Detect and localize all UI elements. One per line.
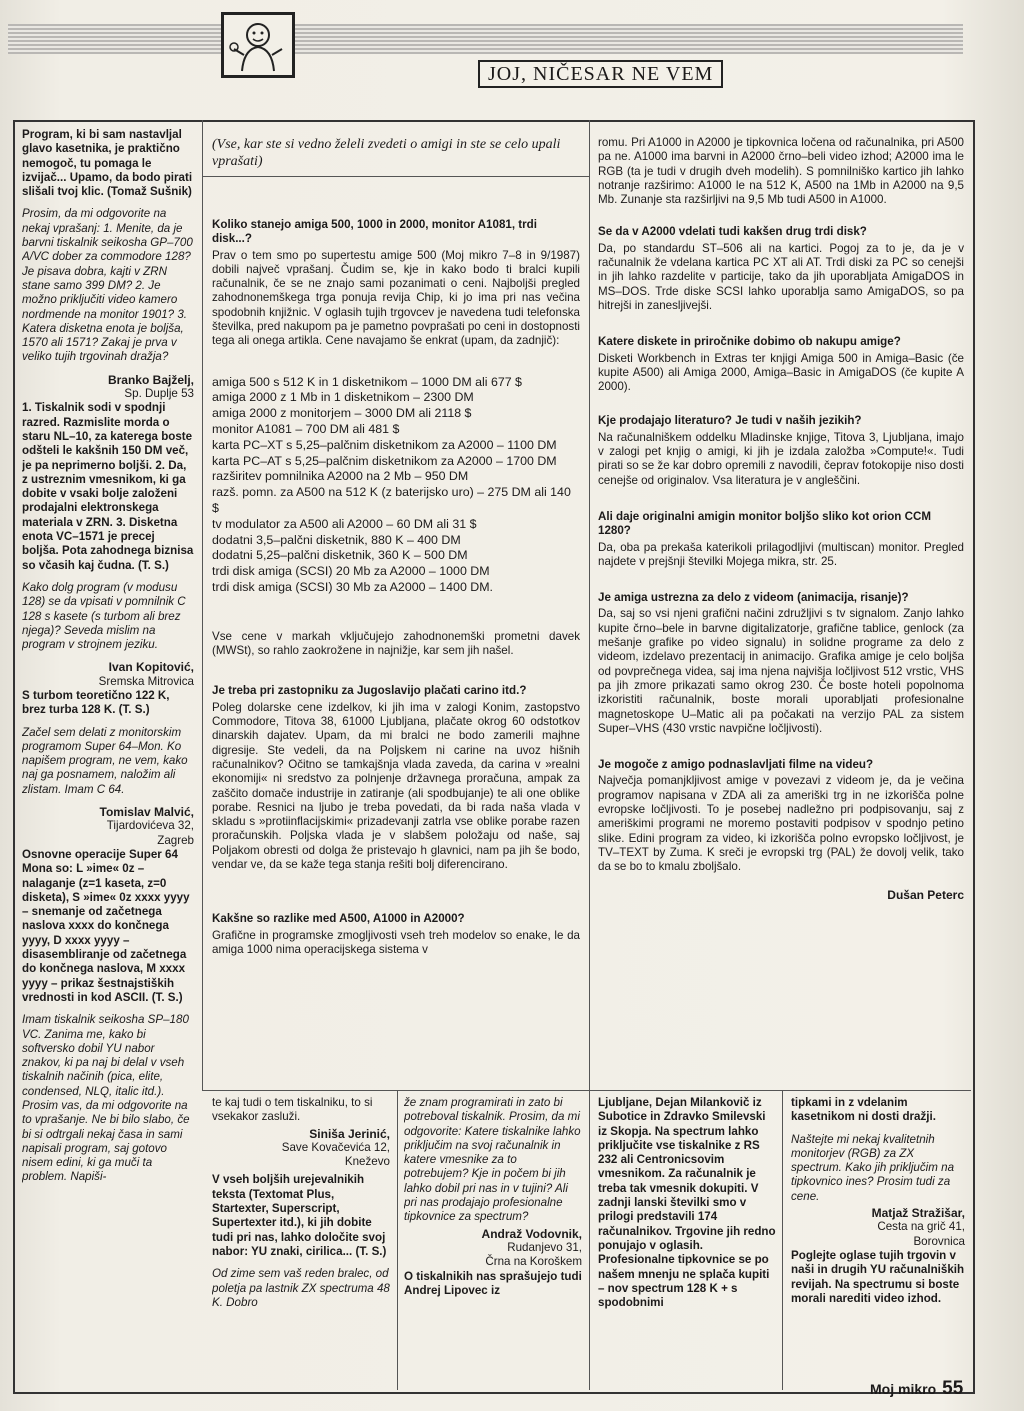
reader-letter: Kako dolg program (v modusu 128) se da vpisati v pomnilnik C 128 s kasete (s turbom ali brez njega)? Seveda mislim na program v strojnem jeziku.: [22, 580, 186, 652]
letter-continuation: te kaj tudi o tem tiskalniku, to si vsekakor zasluži.: [212, 1096, 373, 1124]
column-divider: [202, 120, 203, 1090]
column-divider: [782, 1090, 783, 1390]
article-lead: (Vse, kar ste si vedno želeli zvedeti o amigi in ste se celo upali vprašati): [212, 137, 561, 169]
price-item: karta PC–XT s 5,25–palčnim disketnikom za A2000 – 1100 DM: [212, 437, 557, 452]
question: Kakšne so razlike med A500, A1000 in A2000?: [212, 912, 465, 926]
question: Je amiga ustrezna za delo z videom (animacija, risanje)?: [598, 591, 909, 605]
question: Je mogoče z amigo podnaslavljati filme na videu?: [598, 758, 874, 772]
letters-column: [22, 128, 194, 1386]
answer: Grafične in programske zmogljivosti vseh treh modelov so enake, le da amiga 1000 nima operacijskega sistema v: [212, 928, 580, 956]
answer: romu. Pri A1000 in A2000 je tipkovnica ločena od računalnika, pri A500 pa ne. A1000 ima barvni in A2000 črno–beli video izhod; A2000 ima le RGB (ta je tudi v drugih dveh modelih). S pomnilniško kartico jih lahko notranje razširimo: A1000 le na 512 K, A500 na 1Mb in A2000 na 9,5 Mb. Zunanje sta razširljivi na 9,5 Mb tudi A500 in A1000.: [598, 136, 964, 207]
answer: Na računalniškem oddelku Mladinske knjige, Titova 3, Ljubljana, imajo v zalogi pet knjig o amigi, ki jih je izdala založba »Compute!«. Tudi pirati so se že kar dobro opremili z navodili, čeprav fotokopije niso dosti cenejše od originalov. Vsa literatura je v angleščini.: [598, 430, 964, 487]
magazine-name: Moj mikro: [870, 1381, 937, 1397]
editor-answer: S turbom teoretično 122 K, brez turba 128 K. (T. S.): [22, 688, 170, 717]
reader-letter: že znam programirati in zato bi potreboval tiskalnik. Prosim, da mi odgovorite: Katere tiskalnike lahko priključim na svoj računalnik in katere vmesnike za to potrebujem? Kje in počem bi jih lahko dobil pri nas in v tujini? Ali pri nas prodajajo profesionalne tipkovnice za spectrum?: [404, 1096, 581, 1224]
letter-author: Ivan Kopitović,: [108, 660, 194, 675]
column-divider: [589, 1090, 590, 1390]
editor-answer: O tiskalnikih nas sprašujejo tudi Andrej Lipovec iz: [404, 1269, 582, 1297]
page-title: JOJ, NIČESAR NE VEM: [478, 60, 723, 88]
price-item: dodatni 5,25–palčni disketnik, 360 K – 500 DM: [212, 548, 468, 563]
reader-letter: Naštejte mi nekaj kvalitetnih monitorjev (RGB) za ZX spectrum. Kako jih priključim na tipkovnico ines? Prosim tudi za cene.: [791, 1132, 955, 1203]
column-divider: [397, 1090, 398, 1390]
answer: Največja pomanjkljivost amige v povezavi z videom je, da je večina programov napisana v ZDA ali za ameriški trg in ne izkorišča polne evropske ločljivosti. To je posebej nadležno pri podpisovanju, saj z ameriškimi programi ne moremo postaviti podpisov v spodnjo petino slike. Edini program za video, ki izkorišča polno evropsko ločljivost, je TV–TEXT by Zuma. K sreči je evropski trg (PAL) že dovolj velik, tako da se bo to kmalu zboljšalo.: [598, 774, 964, 874]
question: Ali daje originalni amigin monitor boljšo sliko kot orion CCM 1280?: [598, 509, 932, 538]
price-item: razširitev pomnilnika A2000 na 2 Mb – 950 DM: [212, 469, 469, 484]
answer: Poleg dolarske cene izdelkov, ki jih ima v zalogi Konim, zastopstvo Commodore, Titova 38, 61000 Ljubljana, plačate okrog 60 odstotkov dinarskih dajatev. Upam, da mi bralci ne bodo zamerili majhne digresije. Ste vedeli, da na Poljskem ni carine na uvoz hišnih računalnikov? Očitno se tamkajšnja vlada zaveda, da carina v »realni ekonomiji« ni sredstvo za polnjenje državnega proračuna, ampak za zaščito domače industrije in zatiranje (ali spodbujanje) te ali one oblike porabe. Resnici na ljubo je treba povedati, da bi rada naša vlada v skladu s »protiinflacijskimi« prizadevanji zatrla vse oblike porabe razen proračunskih. Poljska vlada je v slabšem položaju od naše, saj Poljakom obresti od dolga že pristevajo h glavnici, nam pa jih še bodo, vendar ve, da se kaže tega stanja rešiti bolj diferencirano.: [212, 700, 580, 871]
question: Katere diskete in priročnike dobimo ob nakupu amige?: [598, 335, 901, 349]
letter-address: Save Kovačevića 12,: [281, 1140, 390, 1154]
question: Se da v A2000 vdelati tudi kakšen drug trdi disk?: [598, 225, 867, 239]
letter-address: Tijardovićeva 32,: [106, 819, 194, 833]
answer: Da, oba pa prekaša katerikoli prilagodljivi (multiscan) monitor. Pregled najdete v prejšnji številki Mojega mikra, str. 25.: [598, 540, 964, 568]
page-number: 55: [942, 1378, 964, 1399]
price-item: dodatni 3,5–palčni disketnik, 880 K – 400 DM: [212, 532, 461, 547]
editor-answer: tipkami in z vdelanim kasetnikom ni dosti dražji.: [791, 1096, 936, 1124]
price-item: karta PC–AT s 5,25–palčnim disketnikom za A2000 – 1700 DM: [212, 453, 557, 468]
letter-address: Kneževo: [344, 1155, 390, 1169]
letter-address: Sremska Mitrovica: [98, 674, 194, 688]
question: Koliko stanejo amiga 500, 1000 in 2000, monitor A1081, trdi disk...?: [212, 218, 537, 246]
page-footer: [870, 1378, 963, 1400]
bottom-column-4: [791, 1096, 965, 1346]
editor-answer: 1. Tiskalnik sodi v spodnji razred. Razmislite morda o staru NL–10, za katerega boste odšteli le kakšnih 150 DM več, je pa neprimerno boljši. 2. Da, z ustreznim vmesnikom, ki ga dobite v vsaki bolje založeni prodajalni elektronskega materiala v ZRN. 3. Disketna enota VC–1571 je precej boljša. Pota zahodnega biznisa so včasih kaj čudna. (T. S.): [22, 401, 194, 572]
intro-answer: Program, ki bi sam nastavljal glavo kasetnika, je praktično nemogoč, tu pomaga le izvijač... Upamo, da bodo pirati slišali tvoj klic. (Tomaž Sušnik): [22, 128, 193, 199]
row-divider: [202, 1090, 971, 1091]
editor-answer: Osnovne operacije Super 64 Mona so: L »ime« 0z – nalaganje (z=1 kaseta, z=0 disketa), S »ime« 0z xxxx yyyy – snemanje od začetnega naslova xxxx do končnega yyyy, D xxxx yyyy – disasembliranje od začetnega do končnega naslova, M xxxx yyyy – prikaz šestnajstiških vrednosti in kod ASCII. (T. S.): [22, 847, 190, 1004]
price-item: razš. pomn. za A500 na 512 K (z baterijsko uro) – 275 DM ali 140 $: [212, 485, 571, 516]
answer: Disketi Workbench in Extras ter knjigi Amiga 500 in Amiga–Basic (če kupite A500) ali Amiga 2000, Amiga–Basic in AmigaDOS (če kupite A 2000).: [598, 351, 964, 394]
letter-author: Siniša Jerinić,: [309, 1126, 390, 1141]
price-item: trdi disk amiga (SCSI) 20 Mb za A2000 – 1000 DM: [212, 564, 490, 579]
editor-answer: V vseh boljših urejevalnikih teksta (Textomat Plus, Startexter, Superscript, Supertexter itd.), ki jih dobite tudi pri nas, lahko določite svoj nabor: YU znaki, cirilica... (T. S.): [212, 1173, 387, 1258]
question: Kje prodajajo literaturo? Je tudi v naših jezikih?: [598, 414, 862, 428]
answer: Da, saj so vsi njeni grafični načini združljivi s tv signalom. Zanjo lahko kupite črno–bele in barvne digitalizatorje, grafične tablice, genlock (za mešanje grafike po video signalu) in solidne programe za delo z videom, izdelavo prezentacij in animacijo. Grafika amige je celo boljša od povprečnega videa, saj ima njena najvišja ločljivost 512 vrstic, VHS pa jih zmore prikazati samo okrog 230. Če boste hoteli popolnoma izkoristiti računalnik, boste morali uporabljati profesionalne magnetoskope U–Matic ali pa počakati na verzijo PAL za sistem Super–VHS (430 vrstic navpične ločljivosti).: [598, 607, 964, 735]
bottom-column-1: [212, 1096, 390, 1386]
price-item: trdi disk amiga (SCSI) 30 Mb za A2000 – 1400 DM.: [212, 580, 493, 595]
price-item: amiga 2000 z monitorjem – 3000 DM ali 2118 $: [212, 406, 472, 421]
letter-address: Črna na Koroškem: [485, 1255, 582, 1269]
letter-address: Borovnica: [913, 1234, 965, 1248]
bottom-column-2: [404, 1096, 582, 1386]
article-author: Dušan Peterc: [887, 888, 964, 903]
reader-letter: Od zime sem vaš reden bralec, od poletja pa lastnik ZX spectruma 48 K. Dobro: [212, 1267, 390, 1309]
reader-letter: Prosim, da mi odgovorite na nekaj vprašanj: 1. Menite, da je barvni tiskalnik seikosha GP–700 A/VC dober za commodore 128? Je pisava dobra, kajti v ZRN stane samo 399 DM? 2. Je možno priključiti video kamero nordmende na monitor 1901? 3. Katera disketna enota je boljša, 1570 ali 1571? Zakaj je prva v veliko tujih trgovinah dražja?: [22, 207, 193, 364]
letter-address: Zagreb: [157, 833, 194, 847]
bottom-column-3: [598, 1096, 776, 1386]
header-band: [8, 24, 963, 54]
letter-author: Andraž Vodovnik,: [481, 1226, 582, 1241]
price-item: tv modulator za A500 ali A2000 – 60 DM ali 31 $: [212, 516, 477, 531]
letter-author: Branko Bajželj,: [107, 372, 194, 387]
editor-answer: Poglejte oglase tujih trgovin v naši in drugih YU računalniških revijah. Na spectrumu si boste morali narediti video izhod.: [791, 1248, 965, 1305]
editor-answer: Ljubljane, Dejan Milankovič iz Subotice in Zdravko Smilevski iz Skopja. Na spectrum lahko priključite vse tiskalnike z RS 232 ali Centronicsovim vmesnikom. Za računalnik je treba tak vmesnik dokupiti. V zadnji lanski številki smo v prilogi predstavili 174 računalnikov. Trgovine jih redno ponujajo v oglasih. Profesionalne tipkovnice se po našem mnenju ne splača kupiti – nov spectrum 128 K + s spodobnimi: [598, 1096, 776, 1310]
answer: Prav o tem smo po supertestu amige 500 (Moj mikro 7–8 in 9/1987) dobili največ vprašanj. Čudim se, kje in kako bodo ti bralci kupili računalnik, če se ne znajo sami pozanimati o ceni. Najboljši pregled zahodnonemškega trga ponuja revija Chip, ki jo ima pri nas večina spodobnih knjižnic. V oglasih tujih trgovcev je navedena tudi telefonska številka, pred nakupom pa je pametno povprašati po ceni in dostopnosti tega ali onega artikla. Cene navajamo še enkrat (upam, da zadnjič):: [212, 248, 580, 348]
reader-letter: Začel sem delati z monitorskim programom Super 64–Mon. Ko napišem program, ne vem, kako naj ga posnamem, naložim ali zlistam. Imam C 64.: [22, 725, 188, 796]
column-divider: [589, 120, 590, 1090]
price-item: monitor A1081 – 700 DM ali 481 $: [212, 422, 400, 437]
reader-letter: Imam tiskalnik seikosha SP–180 VC. Zanima me, kako bi softversko dobil YU nabor znakov, ki pa naj bi delal v vseh tiskalnih načinih (pica, elite, condensed, NLQ, italic itd.). Prosim vas, da mi odgovorite na to vprašanje. Ne bi bilo slabo, če bi si odtrgali nekaj časa in sami napisali program, saj gotovo nisem edini, ki ga muči ta problem. Napiši-: [22, 1013, 190, 1184]
price-item: amiga 500 s 512 K in 1 disketnikom – 1000 DM ali 677 $: [212, 374, 522, 389]
answer: Da, po standardu ST–506 ali na kartici. Pogoj za to je, da je v računalnik že vdelana kartica PC XT ali AT. Trdi diski za PC so cenejši in jih lahko razdelite v particije, tako da jih uporabljata AmigaDOS in MS–DOS. Trde diske SCSI lahko uporablja samo AmigaDOS, so pa hitrejši in zanesljivejši.: [598, 241, 964, 312]
price-item: amiga 2000 z 1 Mb in 1 disketnikom – 2300 DM: [212, 390, 474, 405]
amiga-article-column: [212, 136, 580, 1086]
letter-address: Cesta na grič 41,: [877, 1220, 965, 1234]
amiga-article-column-2: [598, 136, 964, 1088]
letter-address: Sp. Duplje 53: [124, 387, 194, 401]
letter-author: Tomislav Malvić,: [99, 805, 194, 820]
answer: Vse cene v markah vključujejo zahodnonemški prometni davek (MWSt), so rahlo zaokrožene in najnižje, kar sem jih našel.: [212, 629, 580, 658]
question: Je treba pri zastopniku za Jugoslavijo plačati carino itd.?: [212, 684, 527, 698]
letter-address: Rudanjevo 31,: [507, 1240, 582, 1254]
price-list: [212, 375, 580, 596]
baby-icon: [221, 12, 295, 78]
letter-author: Matjaž Stražišar,: [871, 1206, 965, 1221]
